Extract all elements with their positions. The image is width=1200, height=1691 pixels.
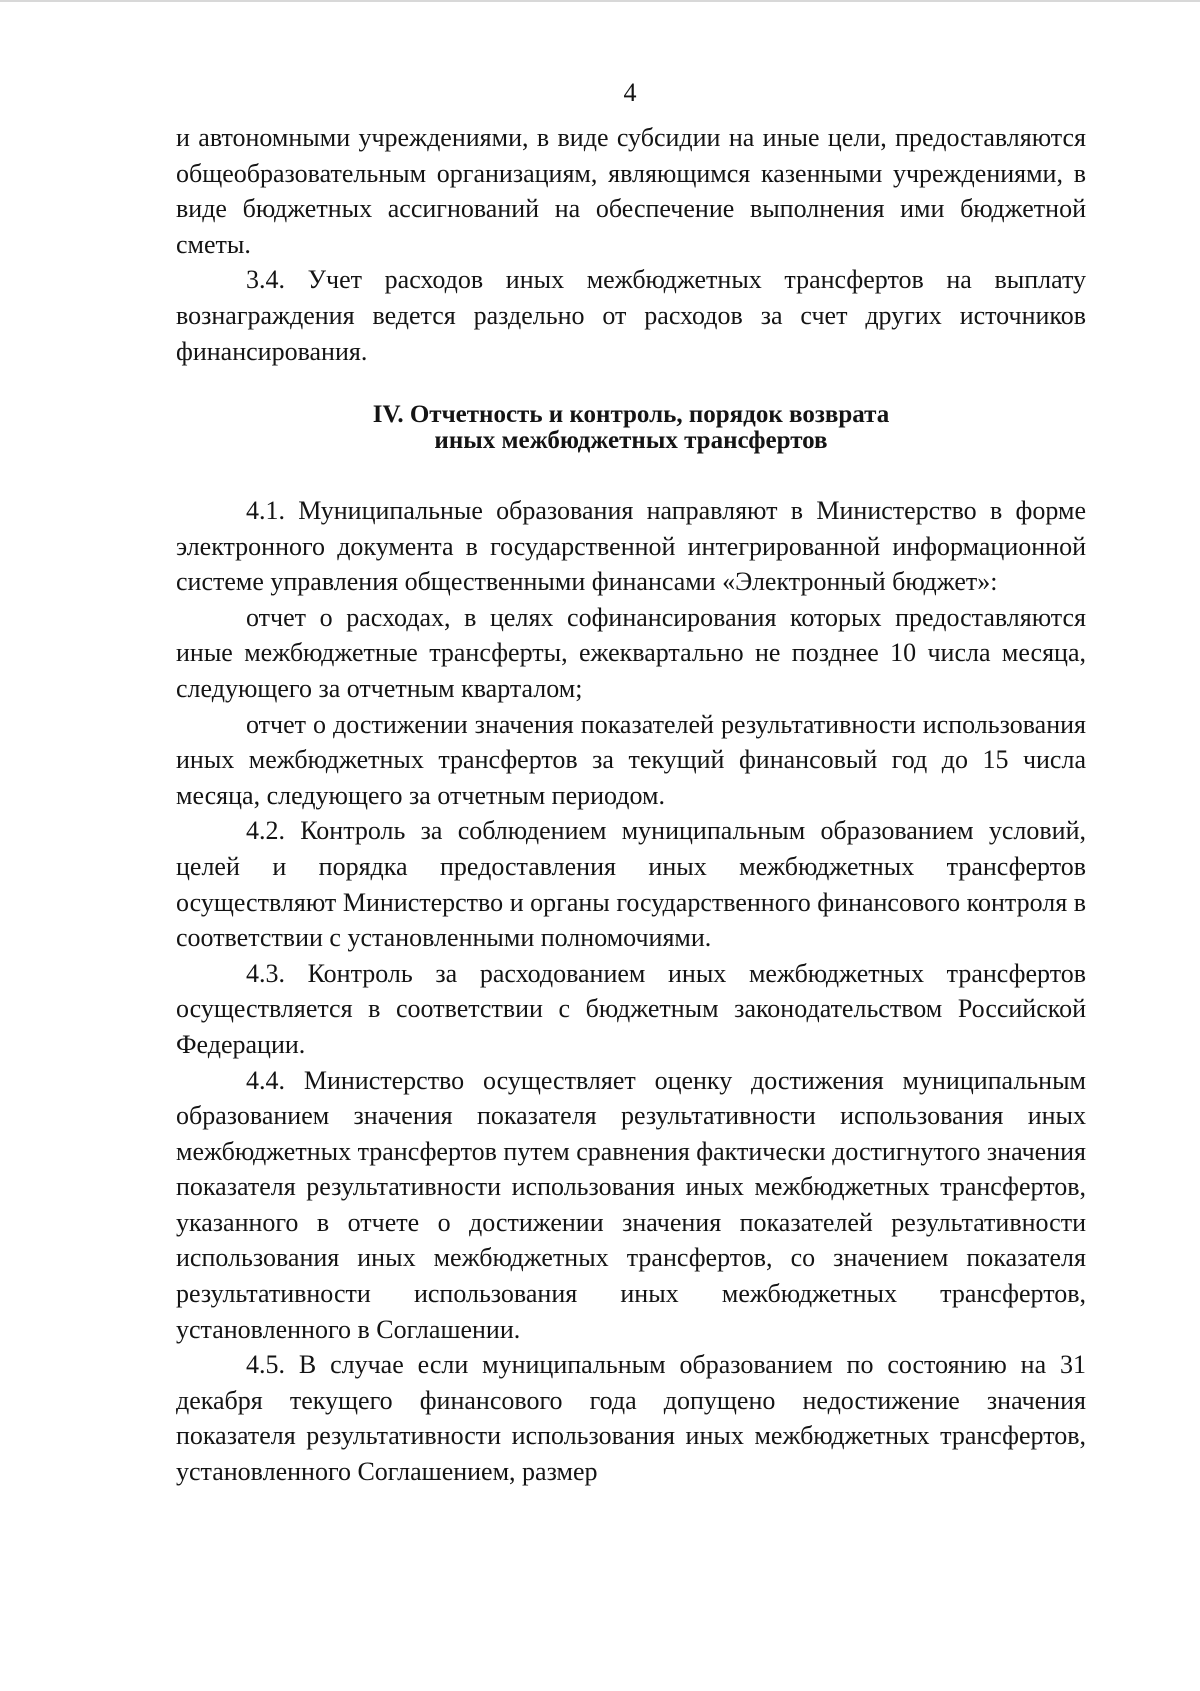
paragraph-continuation: и автономными учреждениями, в виде субсидии на иные цели, предоставляются общеобразовательным организациям, являющимся казенными учреждениями, в виде бюджетных ассигнований на обеспечение выполнения ими бюджетной сметы. — [176, 123, 1086, 259]
page-number: 4 — [623, 78, 637, 107]
paragraph-4-1: 4.1. Муниципальные образования направляют в Министерство в форме электронного документа в государственной интегрированной информационной системе управления общественными финансами «Электронный бюджет»: — [176, 496, 1086, 597]
paragraph-4-2: 4.2. Контроль за соблюдением муниципальным образованием условий, целей и порядка предоставления иных межбюджетных трансфертов осуществляют Министерство и органы государственного финансового контроля в соответствии с установленными полномочиями. — [176, 816, 1086, 953]
paragraph-report-expenses: отчет о расходах, в целях софинансирования которых предоставляются иные межбюджетные трансферты, ежеквартально не позднее 10 числа месяца, следующего за отчетным кварталом; — [176, 602, 1086, 703]
paragraph-4-3: 4.3. Контроль за расходованием иных межбюджетных трансфертов осуществляется в соответствии с бюджетным законодательством Российской Федерации. — [176, 958, 1086, 1059]
section-heading — [176, 402, 1086, 454]
paragraph-4-5: 4.5. В случае если муниципальным образованием по состоянию на 31 декабря текущего финансового года допущено недостижение значения показателя результативности использования иных межбюджетных трансфертов, установленного Соглашением, размер — [176, 1350, 1086, 1487]
section-heading-line-1: IV. Отчетность и контроль, порядок возврата — [372, 401, 890, 428]
paragraph-4-4: 4.4. Министерство осуществляет оценку достижения муниципальным образованием значения показателя результативности использования иных межбюджетных трансфертов путем сравнения фактически достигнутого значения показателя результативности использования иных межбюджетных трансфертов, указанного в отчете о достижении значения показателей результативности использования иных межбюджетных трансфертов, со значением показателя результативности использования иных межбюджетных трансфертов, установленного в Соглашении. — [176, 1065, 1086, 1344]
top-text-block — [176, 120, 1086, 369]
paragraph-3-4: 3.4. Учет расходов иных межбюджетных трансфертов на выплату вознаграждения ведется раздельно от расходов за счет других источников финансирования. — [176, 265, 1086, 366]
section-heading-line-2: иных межбюджетных трансфертов — [434, 427, 828, 454]
paragraph-report-results: отчет о достижении значения показателей результативности использования иных межбюджетных трансфертов за текущий финансовый год до 15 числа месяца, следующего за отчетным периодом. — [176, 709, 1086, 810]
section-text-block — [176, 493, 1086, 1490]
scan-edge — [0, 0, 1200, 2]
